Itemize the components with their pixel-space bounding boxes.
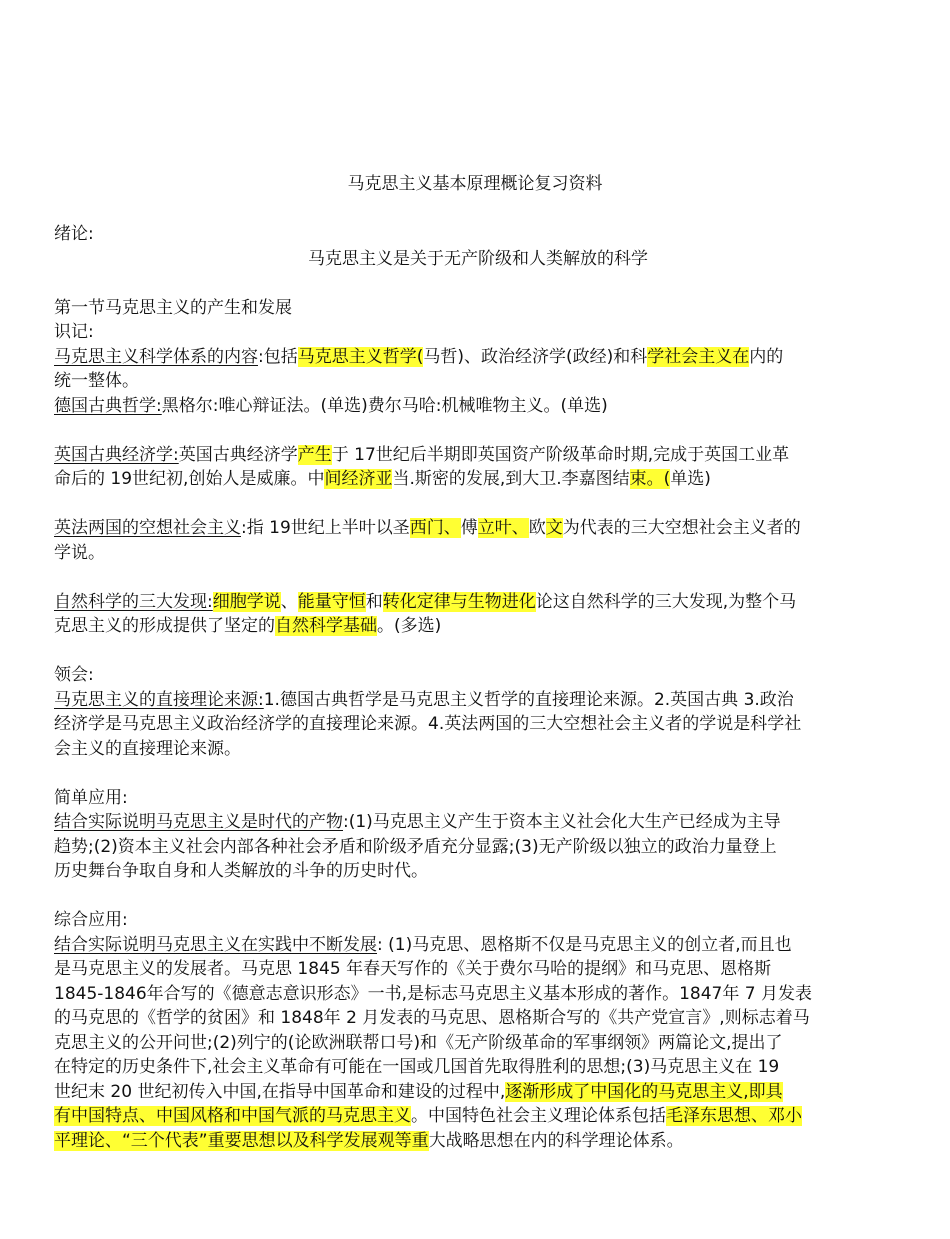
section-heading: 第一节马克思主义的产生和发展	[54, 297, 292, 318]
term-development-in-practice: 结合实际说明马克思主义在实践中不断发展	[54, 934, 377, 955]
paragraph-theory-sources: 马克思主义的直接理论来源:1.德国古典哲学是马克思主义哲学的直接理论来源。2.英国古典 3.政治	[54, 689, 794, 710]
paragraph-content-system: 马克思主义科学体系的内容:包括马克思主义哲学(马哲)、政治经济学(政经)和科学社会主义在内的	[54, 346, 784, 367]
highlight: 转化定律与生物进化	[382, 591, 536, 612]
term-german-philosophy: 德国古典哲学:	[54, 395, 162, 416]
term-theory-sources: 马克思主义的直接理论来源:	[54, 689, 264, 710]
paragraph-product-of-era: 结合实际说明马克思主义是时代的产物:(1)马克思主义产生于资本主义社会化大生产已经成为主导	[54, 812, 781, 832]
recall-label: 识记:	[54, 322, 94, 342]
highlight: 文	[545, 518, 563, 538]
highlight: 有中国特点、中国风格和中国气派的马克思主义	[54, 1106, 411, 1126]
highlight: 学社会主义在	[647, 346, 750, 367]
paragraph-natural-science: 自然科学的三大发现:细胞学说、能量守恒和转化定律与生物进化论这自然科学的三大发现,为整个马	[54, 591, 797, 612]
highlight: 立叶、	[477, 518, 529, 538]
highlight: 马克思主义哲学(	[297, 346, 424, 367]
highlight: 束。(	[629, 469, 671, 489]
paragraph-german-philosophy: 德国古典哲学:黑格尔:唯心辩证法。(单选)费尔马哈:机械唯物主义。(单选)	[54, 395, 608, 416]
highlight: 产生	[297, 444, 332, 465]
paragraph-utopian-socialism: 英法两国的空想社会主义:指 19世纪上半叶以圣西门、傅立叶、欧文为代表的三大空想社会主义者的	[54, 518, 801, 538]
highlight: 平理论、“三个代表”重要思想以及科学发展观等重	[54, 1130, 429, 1151]
intro-label: 绪论:	[54, 224, 94, 244]
intro-subtitle: 马克思主义是关于无产阶级和人类解放的科学	[308, 248, 648, 269]
simple-application-label: 简单应用:	[54, 787, 128, 808]
highlight: 细胞学说	[212, 591, 281, 612]
understand-label: 领会:	[54, 665, 94, 685]
highlight: 间经济亚	[324, 469, 393, 489]
document-body: 绪论: 马克思主义是关于无产阶级和人类解放的科学 第一节马克思主义的产生和发展 识记: 马克思主义科学体系的内容:包括马克思主义哲学(马哲)、政治经济学(政经)和科学社会主义在内的 统一整体。 德国古典哲学:黑格尔:唯心辩证法。(单选)费尔马哈:机械唯物主义。(单选) 英国古典经济学:英国古典经济学产生于 17世纪后半期即英国资产阶级革命时期,完成于英国工业革 命后的 19世纪初,创始人是威廉。中间经济亚当.斯密的发展,到大卫.李嘉图结束。(单选) 英法两国的空想社会主义:指 19世纪上半叶以圣西门、傅立叶、欧文为代表的三大空想社会主义者的 学说。 自然科学的三大发现:细胞学说、能量守恒和转化定律与生物进化论这自然科学的三大发现,为整个马 克思主义的形成提供了坚定的自然科学基础。(多选) 领会: 马克思主义的直接理论来源:1.德国古典哲学是马克思主义哲学的直接理论来源。2.英国古典 3.政治 经济学是马克思主义政治经济学的直接理论来源。4.英法两国的三大空想社会主义者的学说是科学社 会主义的直接理论来源。 简单应用: 结合实际说明马克思主义是时代的产物:(1)马克思主义产生于资本主义社会化大生产已经成为主导 趋势;(2)资本主义社会内部各种社会矛盾和阶级矛盾充分显露;(3)无产阶级以独立的政治力量登上 历史舞台争取自身和人类解放的斗争的历史时代。 综合应用: 结合实际说明马克思主义在实践中不断发展: (1)马克思、恩格斯不仅是马克思主义的创立者,而且也 是马克思主义的发展者。马克思 1845 年春天写作的《关于费尔马哈的提纲》和马克思、恩格斯 1845-1846年合写的《德意志意识形态》一书,是标志马克思主义基本形成的著作。1847年 7 月发表 的马克思的《哲学的贫困》和 1848年 2 月发表的马克思、恩格斯合写的《共产党宣言》,则标志着马 克思主义的公开问世;(2)列宁的(论欧洲联帮口号)和《无产阶级革命的军事纲领》两篇论文,提出了 在特定的历史条件下,社会主义革命有可能在一国或几国首先取得胜利的思想;(3)马克思主义在 19 世纪末 20 世纪初传入中国,在指导中国革命和建设的过程中,逐渐形成了中国化的马克思主义,即具 有中国特点、中国风格和中国气派的马克思主义。中国特色社会主义理论体系包括毛泽东思想、邓小 平理论、“三个代表”重要思想以及科学发展观等重大战略思想在内的科学理论体系。	[54, 222, 902, 1153]
term-british-economics: 英国古典经济学:	[54, 444, 179, 465]
term-content-system: 马克思主义科学体系的内容	[54, 346, 258, 367]
highlight: 西门、	[409, 518, 461, 538]
highlight: 毛泽东思想、邓小	[666, 1106, 802, 1126]
highlight: 能量守恒	[297, 591, 366, 612]
paragraph-british-economics: 英国古典经济学:英国古典经济学产生于 17世纪后半期即英国资产阶级革命时期,完成于英国工业革	[54, 444, 790, 465]
term-product-of-era: 结合实际说明马克思主义是时代的产物	[54, 812, 343, 832]
highlight: 逐渐形成了中国化的马克思主义,即具	[505, 1081, 783, 1102]
comprehensive-application-label: 综合应用:	[54, 910, 128, 930]
document-title: 马克思主义基本原理概论复习资料	[347, 174, 603, 194]
term-utopian-socialism: 英法两国的空想社会主义	[54, 518, 241, 538]
term-natural-science: 自然科学的三大发现:	[54, 591, 213, 612]
paragraph-development-in-practice: 结合实际说明马克思主义在实践中不断发展: (1)马克思、恩格斯不仅是马克思主义的创立者,而且也	[54, 934, 792, 955]
highlight: 自然科学基础	[275, 616, 377, 636]
